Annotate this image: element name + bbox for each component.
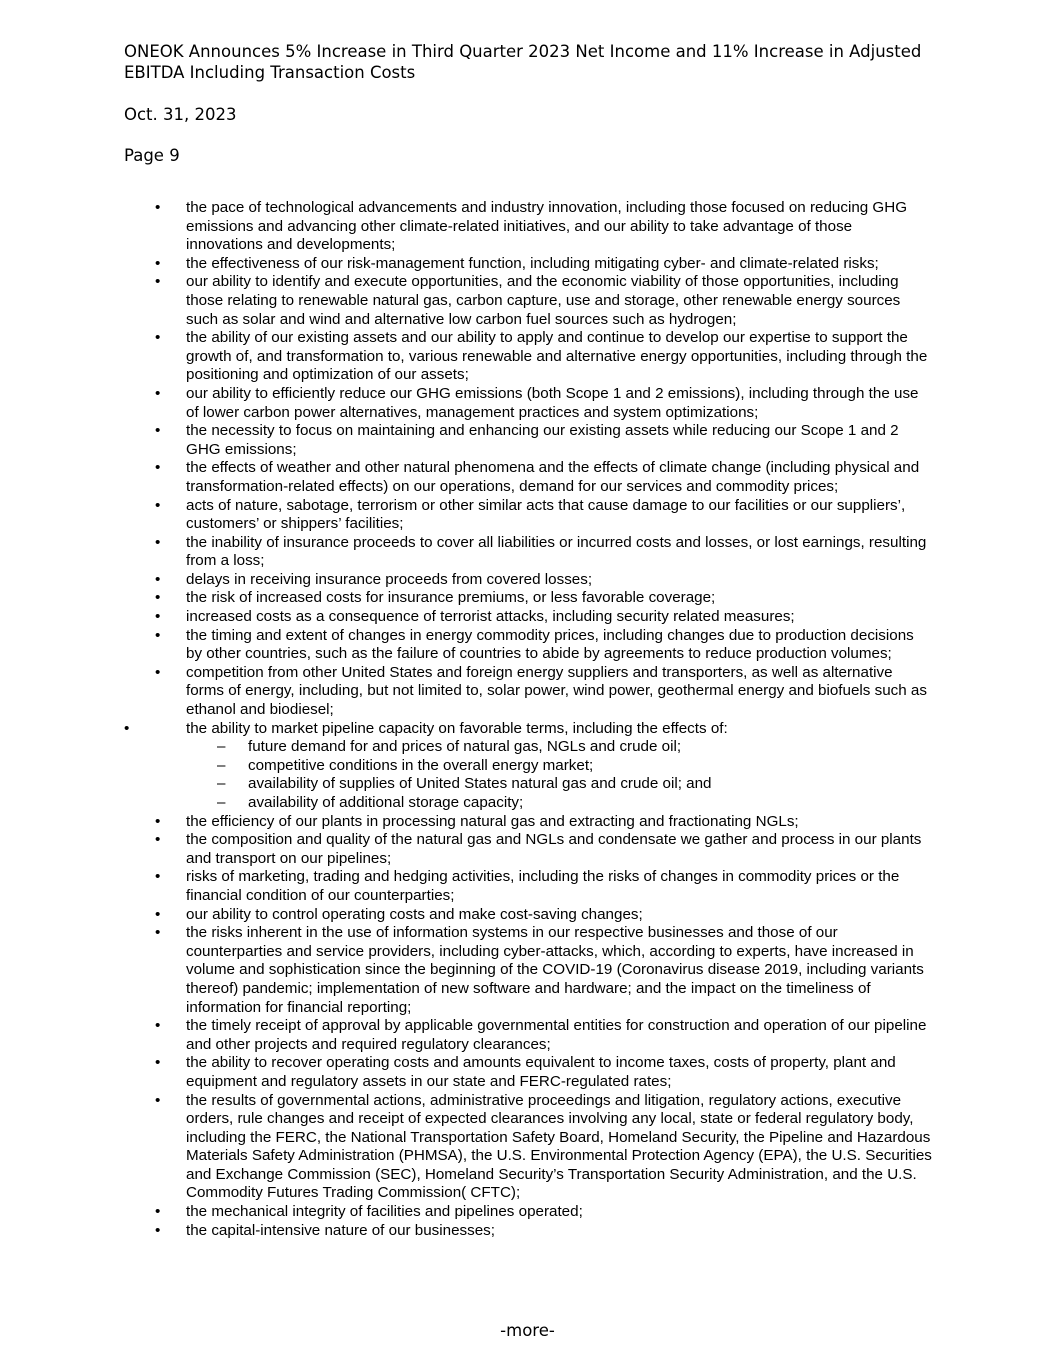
list-item-pipeline-capacity <box>0 720 932 739</box>
list-item <box>0 571 932 590</box>
bullet-icon: • <box>155 1221 161 1239</box>
list-item <box>0 534 932 571</box>
sub-list-item <box>0 738 932 757</box>
list-item-text: the pace of technological advancements and industry innovation, including those focused on reducing GHG emissions and advancing other climate-related initiatives, and our ability to take advantage of those innovations and developments; <box>186 199 908 254</box>
sub-list-item <box>0 775 932 794</box>
list-item <box>0 385 932 422</box>
list-item-text: the risk of increased costs for insurance premiums, or less favorable coverage; <box>186 589 716 607</box>
list-item <box>0 813 932 832</box>
list-item <box>0 422 932 459</box>
bullet-icon: • <box>155 1054 161 1072</box>
list-item <box>0 1203 932 1222</box>
list-item <box>0 1017 932 1054</box>
list-item-text: the mechanical integrity of facilities and pipelines operated; <box>186 1203 583 1221</box>
sub-list-item-text: availability of additional storage capacity; <box>248 794 524 811</box>
list-item <box>0 868 932 905</box>
bullet-icon: • <box>155 589 161 607</box>
dash-icon: – <box>217 794 226 811</box>
bullet-icon: • <box>155 422 161 440</box>
bullet-icon: • <box>155 254 161 272</box>
list-item <box>0 329 932 385</box>
page-number: Page 9 <box>124 146 180 165</box>
list-item <box>0 608 932 627</box>
list-item <box>0 1092 932 1204</box>
bullet-icon: • <box>155 868 161 886</box>
risk-factor-list <box>0 199 1055 1240</box>
bullet-icon: • <box>155 199 161 216</box>
list-item-text: our ability to control operating costs and make cost-saving changes; <box>186 905 643 923</box>
bullet-icon: • <box>155 1203 161 1221</box>
list-item-text: the effects of weather and other natural phenomena and the effects of climate change (including physical and transformation-related effects) on our operations, demand for our services and commodity prices; <box>186 459 920 495</box>
list-item-text: the risks inherent in the use of information systems in our respective businesses and those of our counterparties and service providers, including cyber-attacks, which, according to experts, have increased in volume and sophistication since the beginning of the COVID-19 (Coronavirus disease 2019, including variants thereof) pandemic; implementation of new software and hardware; and the impact on the timeliness of information for financial reporting; <box>186 924 924 1016</box>
sub-list-item-text: future demand for and prices of natural gas, NGLs and crude oil; <box>248 738 682 756</box>
list-item-text: the timely receipt of approval by applicable governmental entities for construction and operation of our pipeline and other projects and required regulatory clearances; <box>186 1017 927 1053</box>
list-item <box>0 627 932 664</box>
list-item <box>0 273 932 329</box>
document-title: ONEOK Announces 5% Increase in Third Quarter 2023 Net Income and 11% Increase in Adjusted EBITDA Including Transaction Costs <box>124 42 922 82</box>
bullet-icon: • <box>124 719 130 737</box>
sub-list-item <box>0 794 932 813</box>
dash-icon: – <box>217 738 226 756</box>
sub-list-item-text: competitive conditions in the overall energy market; <box>248 756 594 774</box>
bullet-icon: • <box>155 329 161 347</box>
list-item-text: the ability to recover operating costs and amounts equivalent to income taxes, costs of property, plant and equipment and regulatory assets in our state and FERC-regulated rates; <box>186 1054 896 1090</box>
list-item <box>0 906 932 925</box>
list-item-text: the ability to market pipeline capacity on favorable terms, including the effects of: <box>186 719 728 737</box>
dash-icon: – <box>217 775 226 793</box>
bullet-icon: • <box>155 459 161 477</box>
list-item-text: the capital-intensive nature of our businesses; <box>186 1221 495 1239</box>
list-item-text: the necessity to focus on maintaining and enhancing our existing assets while reducing our Scope 1 and 2 GHG emissions; <box>186 422 899 458</box>
continuation-marker: -more- <box>500 1321 555 1340</box>
list-item <box>0 199 932 255</box>
list-item-text: increased costs as a consequence of terrorist attacks, including security related measures; <box>186 608 795 626</box>
bullet-icon: • <box>155 496 161 514</box>
list-item-text: acts of nature, sabotage, terrorism or other similar acts that cause damage to our facilities or our suppliers’, customers’ or shippers’ facilities; <box>186 496 906 533</box>
document-date: Oct. 31, 2023 <box>124 105 237 124</box>
list-item-text: the ability of our existing assets and our ability to apply and continue to develop our expertise to support the growth of, and transformation to, various renewable and alternative energy opportunities, including through the positioning and optimization of our assets; <box>186 329 928 384</box>
bullet-icon: • <box>155 273 161 291</box>
bullet-icon: • <box>155 905 161 923</box>
list-item <box>0 459 932 496</box>
list-item-text: our ability to efficiently reduce our GHG emissions (both Scope 1 and 2 emissions), including through the use of lower carbon power alternatives, management practices and system optimizations; <box>186 384 919 421</box>
list-item <box>0 255 932 274</box>
list-item <box>0 1222 932 1241</box>
list-item-text: the results of governmental actions, administrative proceedings and litigation, regulatory actions, executive orders, rule changes and receipt of expected clearances involving any local, state or federal regulatory body, including the FERC, the National Transportation Safety Board, Homeland Security, the Pipeline and Hazardous Materials Safety Administration (PHMSA), the U.S. Environmental Protection Agency (EPA), the U.S. Securities and Exchange Commission (SEC), Homeland Security’s Transportation Security Administration, and the U.S. Commodity Futures Trading Commission( CFTC); <box>186 1091 932 1202</box>
bullet-icon: • <box>155 570 161 588</box>
list-item-text: delays in receiving insurance proceeds from covered losses; <box>186 570 593 588</box>
list-item-text: the timing and extent of changes in energy commodity prices, including changes due to production decisions by other countries, such as the failure of countries to abide by agreements to reduce production volumes; <box>186 626 914 663</box>
bullet-icon: • <box>155 924 161 942</box>
list-item <box>0 831 932 868</box>
bullet-icon: • <box>155 663 161 681</box>
list-item <box>0 664 932 720</box>
sub-list-item <box>0 757 932 776</box>
bullet-icon: • <box>155 626 161 644</box>
bullet-icon: • <box>155 1017 161 1035</box>
list-item <box>0 589 932 608</box>
bullet-icon: • <box>155 608 161 626</box>
bullet-icon: • <box>155 812 161 830</box>
list-item <box>0 1054 932 1091</box>
bullet-icon: • <box>155 384 161 402</box>
bullet-icon: • <box>155 533 161 551</box>
sub-list-item-text: availability of supplies of United States natural gas and crude oil; and <box>248 775 712 793</box>
list-item-text: risks of marketing, trading and hedging activities, including the risks of changes in commodity prices or the financial condition of our counterparties; <box>186 868 900 904</box>
dash-icon: – <box>217 756 226 774</box>
list-item-text: competition from other United States and foreign energy suppliers and transporters, as well as alternative forms of energy, including, but not limited to, solar power, wind power, geothermal energy and biofuels such as ethanol and biodiesel; <box>186 663 927 719</box>
list-item <box>0 924 932 1017</box>
list-item-text: our ability to identify and execute opportunities, and the economic viability of those opportunities, including those relating to renewable natural gas, carbon capture, use and storage, other renewable energy sources such as solar and wind and alternative low carbon fuel sources such as hydrogen; <box>186 273 901 328</box>
list-item-text: the efficiency of our plants in processing natural gas and extracting and fractionating NGLs; <box>186 812 799 830</box>
list-item-text: the effectiveness of our risk-management function, including mitigating cyber- and climate-related risks; <box>186 254 879 272</box>
bullet-icon: • <box>155 831 161 849</box>
list-item <box>0 497 932 534</box>
list-item-text: the composition and quality of the natural gas and NGLs and condensate we gather and process in our plants and transport on our pipelines; <box>186 831 922 867</box>
list-item-text: the inability of insurance proceeds to cover all liabilities or incurred costs and losses, or lost earnings, resulting from a loss; <box>186 533 927 570</box>
bullet-icon: • <box>155 1091 161 1109</box>
